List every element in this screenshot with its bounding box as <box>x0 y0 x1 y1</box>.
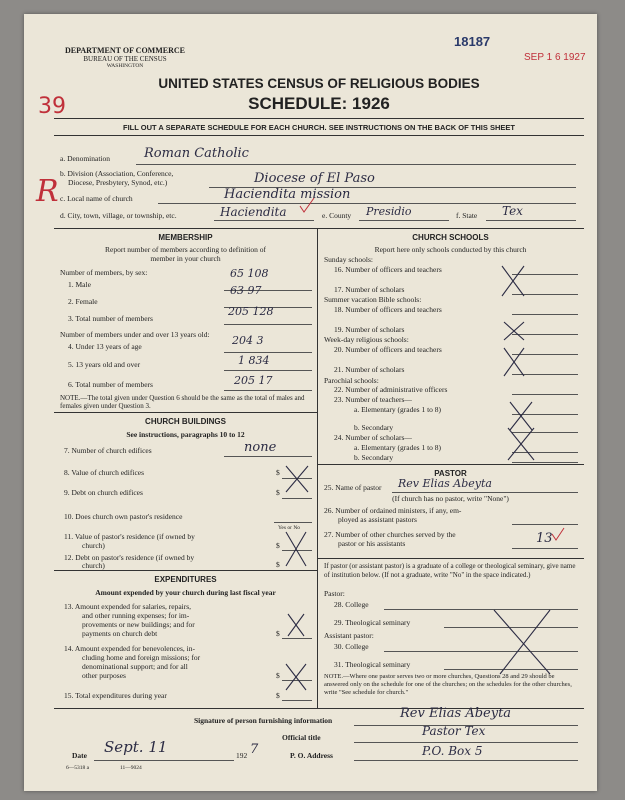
q18-label: 18. Number of officers and teachers <box>334 305 442 314</box>
under-field[interactable]: 204 3 <box>232 334 264 347</box>
q13-label-4: payments on church debt <box>82 629 158 638</box>
membership-title: MEMBERSHIP <box>158 233 213 242</box>
q26-label-2: ployed as assistant pastors <box>338 515 417 524</box>
membership-note-1: Report number of members according to definition of <box>105 245 266 254</box>
census-schedule-sheet <box>24 14 597 791</box>
red-check-q27 <box>552 528 564 540</box>
instruction-line: FILL OUT A SEPARATE SCHEDULE FOR EACH CHURCH. SEE INSTRUCTIONS ON THE BACK OF THIS SHEET <box>123 123 515 132</box>
q14-label-4: other purposes <box>82 671 126 680</box>
female-field[interactable]: 63 97 <box>230 284 262 297</box>
sex-label: Number of members, by sex: <box>60 268 148 277</box>
city-label: d. City, town, village, or township, etc. <box>60 211 177 220</box>
q7-label: 7. Number of church edifices <box>64 446 152 455</box>
total-field[interactable]: 205 128 <box>228 305 274 318</box>
date-label: Date <box>72 751 87 760</box>
q11-label-1: 11. Value of pastor's residence (if owned by <box>64 532 195 541</box>
year-prefix: 192 <box>236 751 248 760</box>
q28-label: 28. College <box>334 600 369 609</box>
total-label: 3. Total number of members <box>68 314 153 323</box>
q9-dollar: $ <box>276 488 280 497</box>
schools-subtitle: Report here only schools conducted by this church <box>374 245 527 254</box>
form-subtitle: SCHEDULE: 1926 <box>248 94 390 113</box>
q27-label-1: 27. Number of other churches served by the <box>324 530 456 539</box>
q26-label-1: 26. Number of ordained ministers, if any, em- <box>324 506 462 515</box>
local-name-field[interactable]: Haciendita mission <box>224 187 351 202</box>
form-code: 6—5318 a <box>66 765 90 771</box>
cross-mark-q8 <box>286 466 308 492</box>
county-label: e. County <box>322 211 352 220</box>
signature-label: Signature of person furnishing information <box>194 716 333 725</box>
handwritten-marks <box>24 14 597 791</box>
q14-label-3: denominational support; and for all <box>82 662 188 671</box>
q13-label-2: and other running expenses; for im- <box>82 611 190 620</box>
date-field[interactable]: Sept. 11 <box>104 738 168 756</box>
county-field[interactable]: Presidio <box>366 205 412 218</box>
bureau-name: BUREAU OF THE CENSUS <box>83 55 167 63</box>
membership-note-2: member in your church <box>150 254 221 263</box>
q12-dollar: $ <box>276 560 280 569</box>
po-field[interactable]: P.O. Box 5 <box>422 744 483 758</box>
pastor-name-field[interactable]: Rev Elias Abeyta <box>398 477 492 490</box>
q30-label: 30. College <box>334 642 369 651</box>
cross-mark-q11 <box>286 532 306 566</box>
po-label: P. O. Address <box>290 751 333 760</box>
bureau-city: WASHINGTON <box>106 63 144 69</box>
q7-field[interactable]: none <box>244 440 277 455</box>
cross-mark-q13 <box>288 614 304 636</box>
form-code-2: 11—9024 <box>120 765 142 771</box>
q16-label: 16. Number of officers and teachers <box>334 265 442 274</box>
q13-label-1: 13. Amount expended for salaries, repairs, <box>64 602 192 611</box>
red-mark: R <box>36 174 59 209</box>
q24a-label: a. Elementary (grades 1 to 8) <box>354 443 442 452</box>
q14-label-2: cluding home and foreign missions; for <box>82 653 201 662</box>
q21-label: 21. Number of scholars <box>334 365 405 374</box>
state-label: f. State <box>456 211 478 220</box>
over-label: 5. 13 years old and over <box>68 360 141 369</box>
q31-label: 31. Theological seminary <box>334 660 411 669</box>
assistant-sub-label: Assistant pastor: <box>324 631 374 640</box>
q13-label-3: provements or new buildings; and for <box>82 620 195 629</box>
male-label: 1. Male <box>68 280 91 289</box>
female-label: 2. Female <box>68 297 98 306</box>
serial-number: 18187 <box>454 34 491 49</box>
q25-note: (If church has no pastor, write "None") <box>392 494 509 503</box>
received-stamp: SEP 1 6 1927 <box>524 52 586 63</box>
expenditures-subtitle: Amount expended by your church during last fiscal year <box>95 588 276 597</box>
age-label: Number of members under and over 13 years old: <box>60 330 210 339</box>
denomination-label: a. Denomination <box>60 154 110 163</box>
q23-label: 23. Number of teachers— <box>334 395 412 404</box>
total6-field[interactable]: 205 17 <box>234 374 273 387</box>
cross-mark-q23 <box>510 402 532 430</box>
state-field[interactable]: Tex <box>502 204 523 218</box>
q9-label: 9. Debt on church edifices <box>64 488 143 497</box>
denomination-field[interactable]: Roman Catholic <box>144 146 249 161</box>
q23b-label: b. Secondary <box>354 423 394 432</box>
form-title: UNITED STATES CENSUS OF RELIGIOUS BODIES <box>158 76 480 91</box>
q24-label: 24. Number of scholars— <box>334 433 412 442</box>
q22-label: 22. Number of administrative officers <box>334 385 448 394</box>
year-field[interactable]: 7 <box>250 742 259 757</box>
membership-footnote: NOTE.—The total given under Question 6 should be the same as the total of males and females given under Question 3. <box>60 394 305 410</box>
q12-label-2: church) <box>82 561 105 570</box>
cross-mark-q14 <box>286 664 306 690</box>
division-label-1: b. Division (Association, Conference, <box>60 169 174 178</box>
q11-label-2: church) <box>82 541 105 550</box>
sunday-label: Sunday schools: <box>324 255 373 264</box>
total6-label: 6. Total number of members <box>68 380 153 389</box>
q15-dollar: $ <box>276 691 280 700</box>
schools-title: CHURCH SCHOOLS <box>412 233 489 242</box>
cross-mark-q21 <box>504 348 524 376</box>
over-field[interactable]: 1 834 <box>238 354 270 367</box>
city-field[interactable]: Haciendita <box>220 205 287 219</box>
q15-label: 15. Total expenditures during year <box>64 691 167 700</box>
q24b-label: b. Secondary <box>354 453 394 462</box>
dept-name: DEPARTMENT OF COMMERCE <box>64 46 185 55</box>
cross-mark-q16 <box>502 266 524 296</box>
q25-label: 25. Name of pastor <box>324 483 382 492</box>
pastor-footnote: NOTE.—Where one pastor serves two or more churches, Questions 28 and 29 should be answered only on the schedule for one of the churches; on the schedules for the other churches, write "See schedule for church." <box>324 673 572 696</box>
cross-mark-q24 <box>508 428 534 460</box>
q12-label-1: 12. Debt on pastor's residence (if owned by <box>64 553 195 562</box>
red-number: 39 <box>38 94 66 119</box>
local-name-label: c. Local name of church <box>60 194 133 203</box>
cross-mark-q19 <box>504 322 524 340</box>
q17-label: 17. Number of scholars <box>334 285 405 294</box>
cross-mark-graduate <box>494 610 550 674</box>
q8-dollar: $ <box>276 468 280 477</box>
division-label-2: Diocese, Presbytery, Synod, etc.) <box>68 178 168 187</box>
q27-label-2: pastor or his assistants <box>338 539 406 548</box>
yes-no-hint: Yes or No <box>278 525 301 531</box>
parochial-label: Parochial schools: <box>324 376 379 385</box>
q10-label: 10. Does church own pastor's residence <box>64 512 183 521</box>
under-label: 4. Under 13 years of age <box>68 342 142 351</box>
graduate-note: If pastor (or assistant pastor) is a graduate of a college or theological seminary, give name of institution below. (If not a graduate, write "No" in the space indicated.) <box>324 562 576 579</box>
summer-label: Summer vacation Bible schools: <box>324 295 422 304</box>
signature-field[interactable]: Rev Elias Abeyta <box>400 706 512 721</box>
weekday-label: Week-day religious schools: <box>324 335 409 344</box>
q11-dollar: $ <box>276 541 280 550</box>
male-field[interactable]: 65 108 <box>230 267 269 280</box>
q19-label: 19. Number of scholars <box>334 325 405 334</box>
red-check-city <box>300 198 314 212</box>
q14-dollar: $ <box>276 671 280 680</box>
buildings-title: CHURCH BUILDINGS <box>145 417 226 426</box>
q8-label: 8. Value of church edifices <box>64 468 145 477</box>
title-label: Official title <box>282 733 321 742</box>
q13-dollar: $ <box>276 629 280 638</box>
q23a-label: a. Elementary (grades 1 to 8) <box>354 405 442 414</box>
pastor-title: PASTOR <box>434 469 467 478</box>
division-field[interactable]: Diocese of El Paso <box>254 171 375 186</box>
q27-field[interactable]: 13 <box>536 531 553 546</box>
q20-label: 20. Number of officers and teachers <box>334 345 442 354</box>
buildings-subtitle: See instructions, paragraphs 10 to 12 <box>126 430 245 439</box>
q14-label-1: 14. Amount expended for benevolences, in- <box>64 644 196 653</box>
expenditures-title: EXPENDITURES <box>154 575 217 584</box>
q29-label: 29. Theological seminary <box>334 618 411 627</box>
official-title-field[interactable]: Pastor Tex <box>422 724 486 738</box>
pastor-sub-label: Pastor: <box>324 589 345 598</box>
